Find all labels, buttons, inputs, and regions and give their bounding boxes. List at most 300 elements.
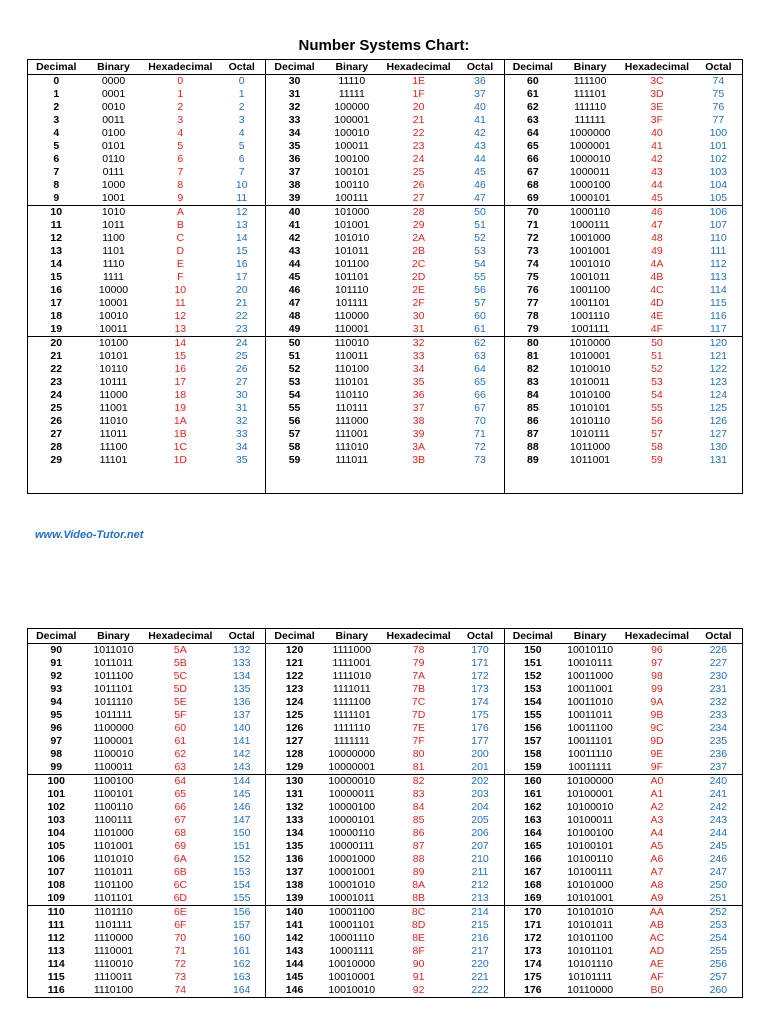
table-row bbox=[28, 337, 743, 351]
binary-cell: 1111 bbox=[102, 271, 124, 283]
octal-cell: 217 bbox=[471, 945, 489, 957]
decimal-cell: 87 bbox=[504, 428, 561, 441]
hex-cell: 5B bbox=[173, 657, 187, 669]
hex-cell: C bbox=[176, 232, 185, 244]
hex-cell: AA bbox=[619, 906, 695, 920]
octal-cell bbox=[218, 467, 266, 480]
binary-cell: 1101 bbox=[102, 245, 125, 257]
binary-cell: 10110000 bbox=[567, 984, 614, 996]
binary-cell: 1011100 bbox=[93, 670, 134, 682]
hex-cell: 5F bbox=[174, 709, 187, 721]
octal-cell: 153 bbox=[232, 866, 251, 878]
octal-cell: 247 bbox=[709, 866, 728, 878]
hex-cell: 1D bbox=[173, 454, 188, 466]
decimal-cell: 20 bbox=[28, 337, 85, 351]
octal-cell: 70 bbox=[474, 415, 486, 427]
binary-cell: 101011 bbox=[334, 245, 369, 257]
octal-cell: 220 bbox=[471, 958, 489, 970]
binary-cell: 11101 bbox=[99, 454, 128, 466]
table-row bbox=[28, 761, 743, 775]
hex-cell: 6A bbox=[173, 853, 187, 865]
decimal-cell: 106 bbox=[47, 853, 65, 865]
binary-cell: 1111001 bbox=[332, 657, 372, 669]
table-row bbox=[28, 323, 743, 337]
hex-cell: 14 bbox=[143, 337, 219, 351]
binary-cell: 10010000 bbox=[328, 958, 376, 970]
binary-cell: 110110 bbox=[335, 389, 369, 401]
octal-cell: 206 bbox=[471, 827, 489, 839]
hex-cell: 66 bbox=[174, 801, 187, 813]
octal-cell: 231 bbox=[709, 683, 728, 695]
website-link[interactable]: www.Video-Tutor.net bbox=[35, 529, 144, 541]
binary-cell: 11010 bbox=[99, 415, 128, 427]
hex-cell: 89 bbox=[412, 866, 425, 878]
table-row bbox=[28, 906, 743, 920]
hex-cell: 32 bbox=[381, 337, 457, 351]
binary-cell: 1111010 bbox=[332, 670, 372, 682]
table-row bbox=[28, 670, 743, 683]
octal-cell: 156 bbox=[218, 906, 266, 920]
decimal-cell: 44 bbox=[266, 258, 323, 271]
binary-cell: 1011110 bbox=[94, 696, 133, 708]
hex-cell: 8A bbox=[412, 879, 426, 891]
hex-cell: 7E bbox=[412, 722, 426, 734]
octal-cell: 24 bbox=[218, 337, 266, 351]
decimal-cell: 100 bbox=[28, 775, 85, 789]
decimal-cell: 79 bbox=[504, 323, 561, 337]
decimal-cell: 28 bbox=[50, 441, 63, 453]
hex-cell: 4A bbox=[650, 258, 664, 270]
hex-cell: 85 bbox=[412, 814, 425, 826]
table-row bbox=[28, 892, 743, 906]
hex-cell: B0 bbox=[650, 984, 664, 996]
hex-cell: 21 bbox=[412, 114, 425, 126]
binary-cell: 1101100 bbox=[93, 879, 134, 891]
decimal-cell: 142 bbox=[266, 932, 323, 945]
decimal-cell: 130 bbox=[266, 775, 323, 789]
hex-cell: 9A bbox=[650, 696, 664, 708]
octal-cell: 137 bbox=[232, 709, 251, 721]
hex-cell: 9C bbox=[650, 722, 664, 734]
decimal-cell: 99 bbox=[50, 761, 63, 773]
table-row bbox=[28, 415, 743, 428]
decimal-cell: 91 bbox=[50, 657, 63, 669]
decimal-cell: 35 bbox=[266, 140, 323, 153]
octal-cell: 62 bbox=[456, 337, 504, 351]
decimal-cell: 26 bbox=[50, 415, 63, 427]
decimal-cell: 66 bbox=[504, 153, 561, 166]
hex-cell: 78 bbox=[412, 644, 425, 656]
decimal-cell: 3 bbox=[53, 114, 60, 126]
octal-cell: 21 bbox=[235, 297, 248, 309]
binary-cell: 101100 bbox=[334, 258, 369, 270]
decimal-cell: 89 bbox=[504, 454, 561, 467]
binary-cell: 111100 bbox=[573, 75, 607, 87]
decimal-cell: 9 bbox=[53, 192, 60, 204]
hex-cell: 28 bbox=[381, 206, 457, 220]
binary-cell: 1101011 bbox=[93, 866, 134, 878]
binary-cell: 10100011 bbox=[567, 814, 614, 826]
binary-cell: 1001101 bbox=[570, 297, 611, 309]
hex-cell: D bbox=[176, 245, 185, 257]
binary-cell: 10010110 bbox=[567, 644, 614, 656]
table-row bbox=[28, 696, 743, 709]
binary-cell: 110101 bbox=[334, 376, 369, 388]
binary-cell: 1001110 bbox=[570, 310, 610, 322]
hex-cell: 55 bbox=[651, 402, 663, 414]
octal-cell: 45 bbox=[474, 166, 486, 178]
decimal-cell: 113 bbox=[47, 945, 65, 957]
binary-cell: 1010001 bbox=[569, 350, 611, 362]
binary-cell: 111010 bbox=[335, 441, 369, 453]
decimal-cell: 71 bbox=[504, 219, 561, 232]
hex-cell: 83 bbox=[412, 788, 425, 800]
binary-cell: 1010110 bbox=[570, 415, 611, 427]
decimal-cell: 163 bbox=[504, 814, 561, 827]
hex-cell: 4 bbox=[177, 127, 184, 139]
decimal-cell: 116 bbox=[47, 984, 65, 996]
table-row bbox=[28, 840, 743, 853]
table-row bbox=[28, 127, 743, 140]
octal-cell: 41 bbox=[474, 114, 486, 126]
decimal-cell: 7 bbox=[53, 166, 60, 178]
binary-cell: 110100 bbox=[334, 363, 369, 375]
hex-cell: 52 bbox=[651, 363, 663, 375]
table-row bbox=[28, 657, 743, 670]
decimal-cell: 141 bbox=[266, 919, 323, 932]
octal-cell: 6 bbox=[238, 153, 245, 165]
hex-cell: 42 bbox=[651, 153, 663, 165]
hex-cell bbox=[143, 480, 219, 494]
hex-cell: 3F bbox=[650, 114, 664, 126]
table-row bbox=[28, 245, 743, 258]
octal-cell: 140 bbox=[232, 722, 251, 734]
column-header-octal: Octal bbox=[456, 629, 504, 644]
binary-cell: 101111 bbox=[335, 297, 369, 309]
hex-cell: 6D bbox=[173, 892, 188, 904]
binary-cell: 10101010 bbox=[561, 906, 619, 920]
decimal-cell: 23 bbox=[50, 376, 63, 388]
binary-cell: 1111101 bbox=[332, 709, 371, 721]
binary-cell: 1000100 bbox=[569, 179, 611, 191]
decimal-cell: 13 bbox=[50, 245, 63, 257]
hex-cell: AD bbox=[649, 945, 665, 957]
binary-cell: 10011100 bbox=[567, 722, 613, 734]
binary-cell: 10011101 bbox=[567, 735, 613, 747]
binary-cell: 101010 bbox=[334, 232, 370, 244]
decimal-cell: 34 bbox=[266, 127, 323, 140]
hex-cell: 4E bbox=[650, 310, 664, 322]
octal-cell: 102 bbox=[709, 153, 728, 165]
octal-cell: 33 bbox=[235, 428, 248, 440]
hex-cell: 45 bbox=[651, 192, 663, 204]
binary-cell: 1001001 bbox=[569, 245, 611, 257]
decimal-cell: 103 bbox=[47, 814, 65, 826]
binary-cell: 10100110 bbox=[567, 853, 614, 865]
hex-cell: 5A bbox=[173, 644, 187, 656]
column-header-octal: Octal bbox=[456, 60, 504, 75]
octal-cell: 246 bbox=[709, 853, 728, 865]
hex-cell: A1 bbox=[650, 788, 664, 800]
octal-cell: 253 bbox=[709, 919, 728, 931]
binary-cell: 0000 bbox=[101, 75, 126, 87]
hex-cell: 67 bbox=[174, 814, 187, 826]
decimal-cell: 131 bbox=[266, 788, 323, 801]
hex-cell: 33 bbox=[412, 350, 425, 362]
binary-cell: 10011 bbox=[99, 323, 128, 335]
decimal-cell: 64 bbox=[504, 127, 561, 140]
octal-cell: 236 bbox=[709, 748, 728, 760]
binary-cell: 1110000 bbox=[93, 932, 134, 944]
table-row bbox=[28, 480, 743, 494]
table-row bbox=[28, 775, 743, 789]
table-header-row bbox=[28, 60, 743, 75]
hex-cell: 19 bbox=[174, 402, 187, 414]
decimal-cell: 67 bbox=[504, 166, 561, 179]
binary-cell: 0110 bbox=[102, 153, 125, 165]
binary-cell: 10011110 bbox=[567, 748, 613, 760]
octal-cell: 176 bbox=[471, 722, 489, 734]
hex-cell: 5C bbox=[173, 670, 188, 682]
octal-cell: 72 bbox=[474, 441, 486, 453]
binary-cell: 10110 bbox=[99, 363, 128, 375]
decimal-cell: 107 bbox=[47, 866, 65, 878]
binary-cell: 10101111 bbox=[567, 971, 613, 983]
octal-cell: 7 bbox=[238, 166, 245, 178]
decimal-cell: 82 bbox=[504, 363, 561, 376]
binary-cell: 111110 bbox=[574, 101, 607, 113]
table-row bbox=[28, 310, 743, 323]
column-header-binary: Binary bbox=[561, 60, 619, 75]
table-row bbox=[28, 140, 743, 153]
hex-cell: 60 bbox=[174, 722, 187, 734]
octal-cell: 243 bbox=[709, 814, 728, 826]
binary-cell: 10000 bbox=[98, 284, 129, 296]
octal-cell: 64 bbox=[474, 363, 486, 375]
binary-cell: 1110001 bbox=[93, 945, 134, 957]
octal-cell: 51 bbox=[474, 219, 486, 231]
decimal-cell bbox=[504, 480, 561, 494]
table-header-row bbox=[28, 629, 743, 644]
binary-cell: 10111 bbox=[99, 376, 128, 388]
binary-cell: 0011 bbox=[102, 114, 125, 126]
decimal-cell: 104 bbox=[47, 827, 65, 839]
octal-cell: 65 bbox=[474, 376, 486, 388]
table-row bbox=[28, 984, 743, 998]
binary-cell: 10100 bbox=[84, 337, 142, 351]
octal-cell: 177 bbox=[471, 735, 489, 747]
table-row bbox=[28, 709, 743, 722]
column-header-hexadecimal: Hexadecimal bbox=[381, 60, 457, 75]
column-header-decimal: Decimal bbox=[266, 629, 323, 644]
hex-cell: 79 bbox=[412, 657, 425, 669]
octal-cell: 125 bbox=[709, 402, 728, 414]
octal-cell: 43 bbox=[474, 140, 486, 152]
binary-cell: 1101001 bbox=[93, 840, 134, 852]
table-row bbox=[28, 814, 743, 827]
hex-cell: 13 bbox=[174, 323, 187, 335]
octal-cell: 233 bbox=[709, 709, 728, 721]
table-row bbox=[28, 363, 743, 376]
binary-cell: 1110010 bbox=[93, 958, 134, 970]
binary-cell: 1011011 bbox=[93, 657, 134, 669]
hex-cell: 41 bbox=[651, 140, 663, 152]
octal-cell: 117 bbox=[709, 323, 727, 335]
binary-cell: 1000001 bbox=[569, 140, 611, 152]
hex-cell: AB bbox=[649, 919, 664, 931]
decimal-cell: 158 bbox=[504, 748, 561, 761]
octal-cell: 255 bbox=[709, 945, 728, 957]
octal-cell: 216 bbox=[471, 932, 489, 944]
decimal-cell: 42 bbox=[266, 232, 323, 245]
number-systems-table-2 bbox=[27, 628, 743, 998]
table-row bbox=[28, 428, 743, 441]
binary-cell: 11000 bbox=[99, 389, 128, 401]
binary-cell: 11110 bbox=[338, 75, 366, 87]
hex-cell: 51 bbox=[651, 350, 663, 362]
column-header-binary: Binary bbox=[84, 629, 142, 644]
decimal-cell: 4 bbox=[53, 127, 60, 139]
binary-cell bbox=[84, 467, 142, 480]
hex-cell: 34 bbox=[412, 363, 425, 375]
hex-cell: 27 bbox=[412, 192, 425, 204]
octal-cell: 204 bbox=[471, 801, 489, 813]
decimal-cell: 176 bbox=[504, 984, 561, 998]
decimal-cell: 45 bbox=[266, 271, 323, 284]
hex-cell: 9B bbox=[650, 709, 664, 721]
binary-cell: 110001 bbox=[334, 323, 369, 335]
decimal-cell: 40 bbox=[266, 206, 323, 220]
hex-cell: 1E bbox=[412, 75, 426, 87]
hex-cell: 5D bbox=[173, 683, 188, 695]
octal-cell: 221 bbox=[471, 971, 489, 983]
decimal-cell: 134 bbox=[266, 827, 323, 840]
binary-cell: 10101000 bbox=[566, 879, 614, 891]
hex-cell: 90 bbox=[412, 958, 425, 970]
decimal-cell: 172 bbox=[504, 932, 561, 945]
decimal-cell: 55 bbox=[266, 402, 323, 415]
octal-cell: 245 bbox=[709, 840, 728, 852]
binary-cell: 1111111 bbox=[333, 735, 370, 747]
hex-cell: 5E bbox=[173, 696, 187, 708]
binary-cell: 10010001 bbox=[328, 971, 376, 983]
hex-cell: A5 bbox=[650, 840, 664, 852]
binary-cell: 10101 bbox=[98, 350, 129, 362]
decimal-cell: 135 bbox=[266, 840, 323, 853]
hex-cell: 6 bbox=[177, 153, 184, 165]
binary-cell: 1101111 bbox=[94, 919, 133, 931]
binary-cell: 10000011 bbox=[328, 788, 375, 800]
hex-cell bbox=[143, 467, 219, 480]
column-header-decimal: Decimal bbox=[504, 60, 561, 75]
decimal-cell: 41 bbox=[266, 219, 323, 232]
binary-cell: 101001 bbox=[334, 219, 370, 231]
decimal-cell: 175 bbox=[504, 971, 561, 984]
decimal-cell: 127 bbox=[266, 735, 323, 748]
hex-cell: 16 bbox=[174, 363, 187, 375]
hex-cell: 7F bbox=[412, 735, 425, 747]
octal-cell: 144 bbox=[218, 775, 266, 789]
hex-cell: 97 bbox=[651, 657, 663, 669]
octal-cell: 230 bbox=[709, 670, 728, 682]
decimal-cell: 74 bbox=[504, 258, 561, 271]
decimal-cell: 17 bbox=[50, 297, 63, 309]
decimal-cell: 10 bbox=[28, 206, 85, 220]
hex-cell: 1B bbox=[173, 428, 187, 440]
binary-cell: 100110 bbox=[334, 179, 369, 191]
hex-cell: 1F bbox=[412, 88, 425, 100]
hex-cell: 31 bbox=[412, 323, 425, 335]
hex-cell: F bbox=[177, 271, 184, 283]
column-header-hexadecimal: Hexadecimal bbox=[381, 629, 457, 644]
binary-cell: 1101101 bbox=[93, 892, 134, 904]
hex-cell: 6F bbox=[174, 919, 187, 931]
octal-cell: 122 bbox=[709, 363, 728, 375]
hex-cell: 37 bbox=[412, 402, 425, 414]
column-header-octal: Octal bbox=[695, 60, 743, 75]
binary-cell: 1101000 bbox=[93, 827, 134, 839]
table-row bbox=[28, 350, 743, 363]
table-row bbox=[28, 958, 743, 971]
decimal-cell: 156 bbox=[504, 722, 561, 735]
hex-cell: 18 bbox=[174, 389, 187, 401]
octal-cell: 67 bbox=[474, 402, 486, 414]
decimal-cell bbox=[266, 467, 323, 480]
binary-cell: 10001 bbox=[98, 297, 129, 309]
decimal-cell: 110 bbox=[28, 906, 85, 920]
binary-cell: 10001011 bbox=[328, 892, 375, 904]
hex-cell: 26 bbox=[412, 179, 425, 191]
octal-cell: 37 bbox=[474, 88, 486, 100]
hex-cell: 86 bbox=[412, 827, 425, 839]
decimal-cell: 105 bbox=[47, 840, 65, 852]
table-row bbox=[28, 853, 743, 866]
octal-cell: 141 bbox=[232, 735, 251, 747]
decimal-cell: 84 bbox=[504, 389, 561, 402]
binary-cell: 1000010 bbox=[569, 153, 611, 165]
hex-cell: A0 bbox=[619, 775, 695, 789]
octal-cell: 241 bbox=[709, 788, 728, 800]
hex-cell bbox=[381, 480, 457, 494]
column-header-hexadecimal: Hexadecimal bbox=[143, 60, 219, 75]
decimal-cell: 37 bbox=[266, 166, 323, 179]
octal-cell: 4 bbox=[238, 127, 245, 139]
column-header-octal: Octal bbox=[218, 60, 266, 75]
binary-cell: 1010010 bbox=[569, 363, 611, 375]
column-header-binary: Binary bbox=[84, 60, 142, 75]
binary-cell: 10000110 bbox=[328, 827, 375, 839]
octal-cell: 244 bbox=[709, 827, 728, 839]
decimal-cell: 59 bbox=[266, 454, 323, 467]
decimal-cell: 27 bbox=[50, 428, 63, 440]
binary-cell: 0001 bbox=[101, 88, 126, 100]
decimal-cell: 78 bbox=[504, 310, 561, 323]
table-row bbox=[28, 179, 743, 192]
table-row bbox=[28, 297, 743, 310]
hex-cell: A3 bbox=[650, 814, 664, 826]
decimal-cell: 170 bbox=[504, 906, 561, 920]
decimal-cell: 133 bbox=[266, 814, 323, 827]
binary-cell: 1001111 bbox=[570, 323, 610, 335]
hex-cell bbox=[619, 480, 695, 494]
table-row bbox=[28, 722, 743, 735]
hex-cell: 23 bbox=[412, 140, 425, 152]
table-row bbox=[28, 271, 743, 284]
column-header-hexadecimal: Hexadecimal bbox=[619, 629, 695, 644]
hex-cell: 59 bbox=[651, 454, 663, 466]
hex-cell: A8 bbox=[650, 879, 664, 891]
table-row bbox=[28, 166, 743, 179]
